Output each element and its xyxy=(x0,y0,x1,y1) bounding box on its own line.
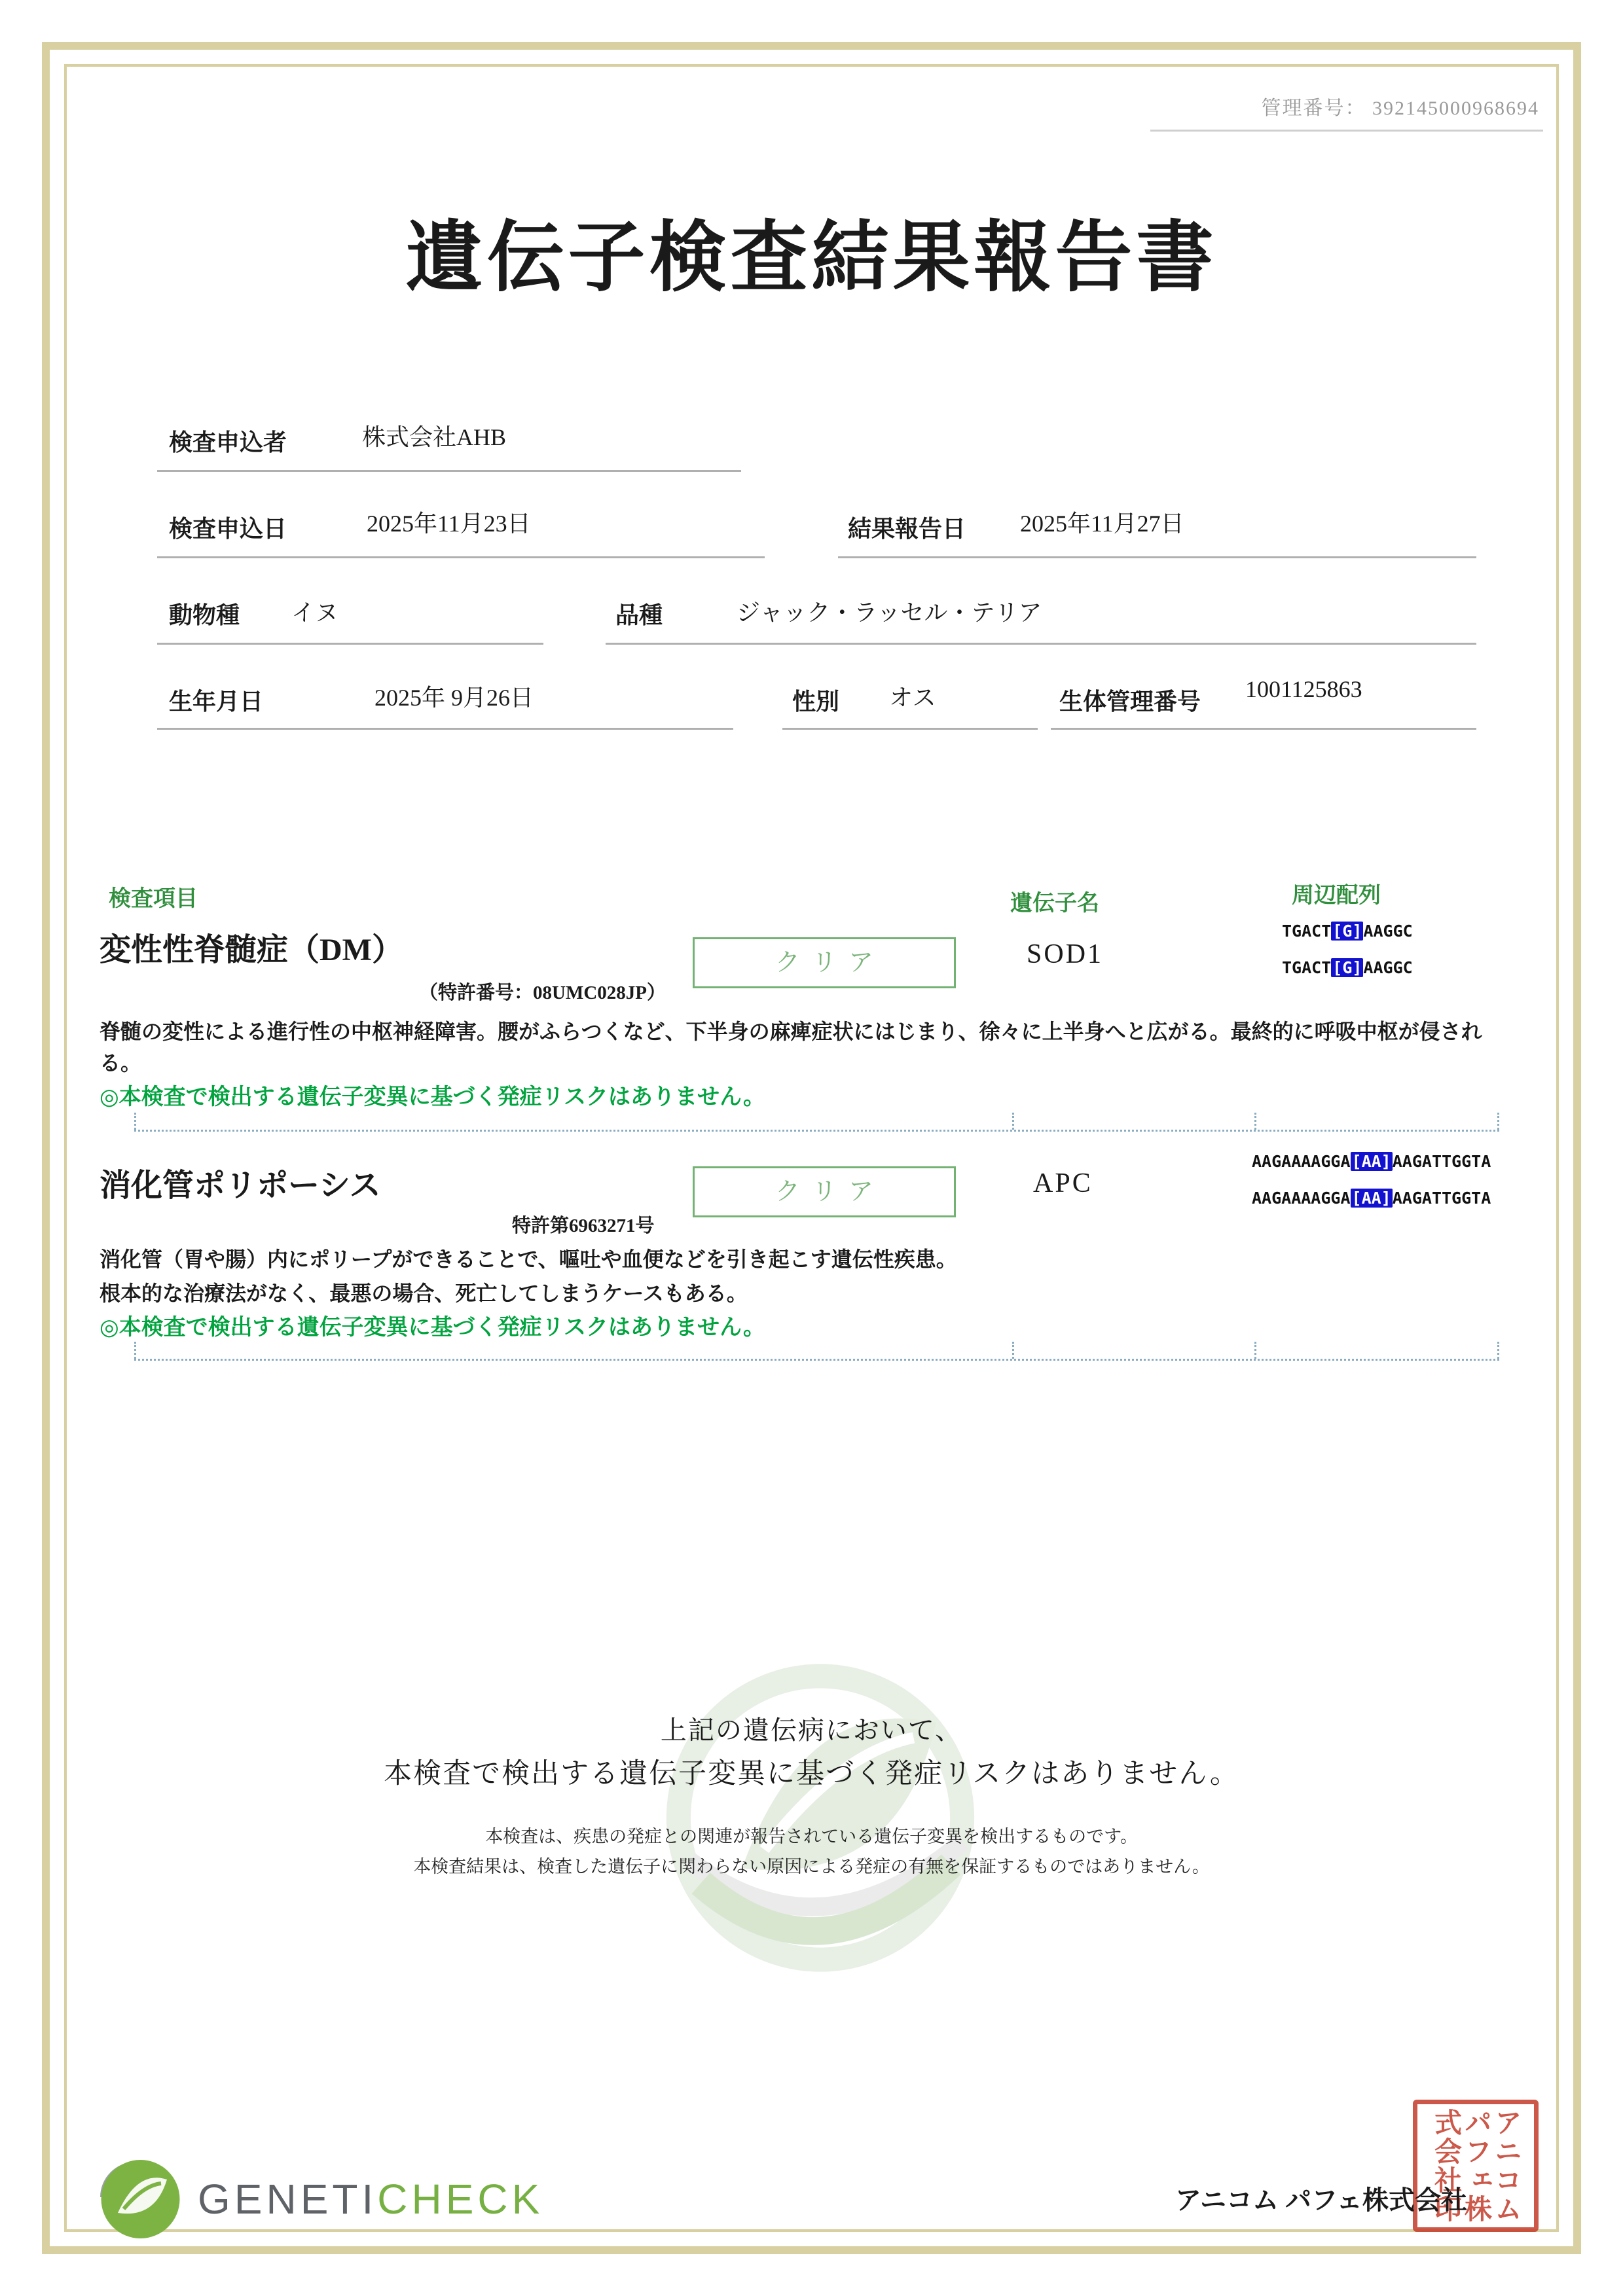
test1-patent: （特許番号：08UMC028JP） xyxy=(419,982,666,1003)
separator-tick xyxy=(134,1342,136,1359)
test2-sequence-line1 xyxy=(1252,1152,1491,1171)
field-underline xyxy=(157,643,543,645)
test2-patent: 特許第6963271号 xyxy=(512,1215,655,1236)
test1-result-badge: クリア xyxy=(693,937,956,988)
sex-value: オス xyxy=(889,685,936,711)
field-underline xyxy=(157,728,733,730)
summary-note1: 本検査は、疾患の発症との関連が報告されている遺伝子変異を検出するものです。 xyxy=(485,1827,1138,1846)
seq-prefix: TGACT xyxy=(1282,922,1332,941)
breed-value: ジャック・ラッセル・テリア xyxy=(737,600,1042,626)
section-separator xyxy=(134,1339,1499,1361)
page-title: 遺伝子検査結果報告書 xyxy=(405,215,1218,301)
body-id-label: 生体管理番号 xyxy=(1059,689,1201,715)
column-header-test-item: 検査項目 xyxy=(109,887,198,911)
control-number xyxy=(1262,92,1540,120)
test1-sequence-line1 xyxy=(1282,922,1413,941)
test2-description-line2: 根本的な治療法がなく、最悪の場合、死亡してしまうケースもある。 xyxy=(100,1282,748,1305)
seq-prefix: TGACT xyxy=(1282,958,1332,977)
control-number-label: 管理番号： xyxy=(1261,98,1366,119)
separator-tick xyxy=(1012,1113,1014,1130)
summary-note2: 本検査結果は、検査した遺伝子に関わらない原因による発症の有無を保証するものではありません。 xyxy=(413,1857,1210,1876)
test2-gene: APC xyxy=(1033,1168,1093,1198)
control-number-value: 392145000968694 xyxy=(1372,98,1539,119)
apply-date-value: 2025年11月23日 xyxy=(367,511,531,537)
birth-value: 2025年 9月26日 xyxy=(374,685,534,711)
summary-line1: 上記の遺伝病において、 xyxy=(660,1716,963,1745)
field-underline xyxy=(157,556,765,558)
separator-tick xyxy=(134,1113,136,1130)
summary-line2: 本検査で検出する遺伝子変異に基づく発症リスクはありません。 xyxy=(384,1758,1239,1789)
apply-date-label: 検査申込日 xyxy=(169,516,287,542)
company-name: アニコム パフェ株式会社 xyxy=(1175,2185,1467,2215)
column-header-sequence: 周辺配列 xyxy=(1292,884,1381,908)
body-id-value: 1001125863 xyxy=(1245,676,1362,702)
seq-variant: [AA] xyxy=(1351,1152,1391,1171)
test1-description: 脊髄の変性による進行性の中枢神経障害。腰がふらつくなど、下半身の麻痺症状にはじまり、徐々に上半身へと広がる。最終的に呼吸中枢が侵される。 xyxy=(100,1020,1482,1075)
applicant-label: 検査申込者 xyxy=(169,429,287,456)
seq-suffix: AAGATTGGTA xyxy=(1392,1189,1491,1208)
seq-variant: [G] xyxy=(1332,958,1362,977)
field-underline xyxy=(1051,728,1476,730)
test2-sequence-line2 xyxy=(1252,1189,1491,1208)
seq-suffix: AAGGC xyxy=(1363,958,1413,977)
test1-gene: SOD1 xyxy=(1027,939,1104,969)
seal-column: アニコム xyxy=(1491,2108,1521,2223)
seq-variant: [G] xyxy=(1332,922,1362,941)
seq-suffix: AAGATTGGTA xyxy=(1392,1152,1491,1171)
test2-result-badge: クリア xyxy=(693,1166,956,1217)
report-date-label: 結果報告日 xyxy=(848,516,966,542)
seq-prefix: AAGAAAAGGA xyxy=(1252,1189,1351,1208)
test2-risk-note: ◎本検査で検出する遺伝子変異に基づく発症リスクはありません。 xyxy=(100,1316,766,1340)
applicant-value: 株式会社AHB xyxy=(362,424,507,450)
logo-watermark xyxy=(634,1640,1007,1996)
field-underline xyxy=(838,556,1476,558)
species-value: イヌ xyxy=(291,600,339,626)
seq-suffix: AAGGC xyxy=(1363,922,1413,941)
separator-tick xyxy=(1012,1342,1014,1359)
geneticheck-logo-text xyxy=(198,2175,543,2223)
separator-tick xyxy=(1497,1342,1499,1359)
seq-prefix: AAGAAAAGGA xyxy=(1252,1152,1351,1171)
breed-label: 品種 xyxy=(615,602,663,628)
geneticheck-logo-icon xyxy=(86,2148,185,2250)
column-header-gene-name: 遺伝子名 xyxy=(1010,891,1099,916)
control-number-underline xyxy=(1150,130,1543,132)
test2-description-line1: 消化管（胃や腸）内にポリープができることで、嘔吐や血便などを引き起こす遺伝性疾患。 xyxy=(100,1247,957,1271)
test2-name: 消化管ポリポーシス xyxy=(100,1168,381,1203)
seal-column: パフェ株 xyxy=(1461,2108,1491,2223)
test1-sequence-line2 xyxy=(1282,958,1413,977)
report-date-value: 2025年11月27日 xyxy=(1020,511,1184,537)
separator-tick xyxy=(1497,1113,1499,1130)
separator-tick xyxy=(1254,1113,1256,1130)
separator-tick xyxy=(1254,1342,1256,1359)
birth-label: 生年月日 xyxy=(169,689,264,715)
test1-name: 変性性脊髄症（DM） xyxy=(100,933,403,967)
test1-risk-note: ◎本検査で検出する遺伝子変異に基づく発症リスクはありません。 xyxy=(100,1085,766,1109)
seq-variant: [AA] xyxy=(1351,1189,1391,1208)
field-underline xyxy=(782,728,1038,730)
logo-text-geneti: GENETI xyxy=(198,2175,378,2223)
seal-column: 式会社印 xyxy=(1431,2108,1461,2223)
species-label: 動物種 xyxy=(169,602,240,628)
sex-label: 性別 xyxy=(792,689,840,715)
field-underline xyxy=(606,643,1476,645)
section-separator xyxy=(134,1110,1499,1132)
field-underline xyxy=(157,470,741,472)
logo-text-check: CHECK xyxy=(377,2175,544,2223)
geneticheck-logo xyxy=(86,2148,543,2250)
